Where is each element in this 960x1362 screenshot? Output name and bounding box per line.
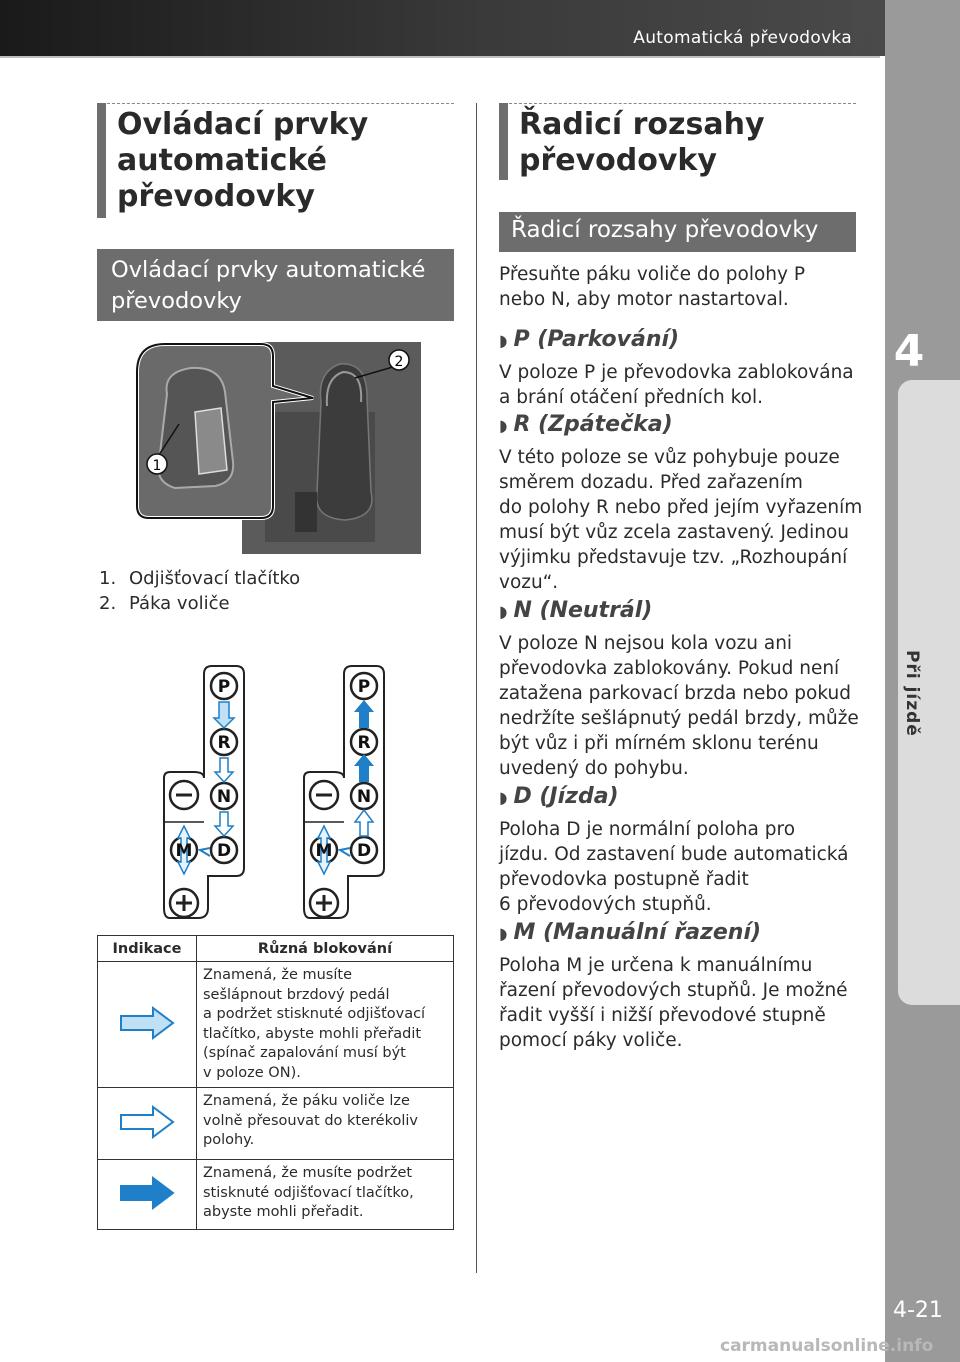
subsection-heading: Řadicí rozsahy převodovky	[499, 212, 856, 252]
shift-pattern-diagram	[160, 662, 392, 924]
table-text-line: Znamená, že musíte	[203, 967, 352, 983]
table-text-line: (spínač zapalování musí být	[203, 1045, 406, 1061]
text-line: vozu“.	[499, 572, 559, 593]
section-rule	[499, 103, 856, 104]
text-line: Přesuňte páku voliče do polohy P	[499, 264, 805, 285]
section-rule	[97, 103, 454, 104]
table-text-line: abyste mohli přeřadit.	[203, 1204, 364, 1220]
text-line: V této poloze se vůz pohybuje pouze	[499, 447, 840, 468]
release-button-closeup	[195, 408, 227, 474]
chapter-number: 4	[893, 326, 925, 377]
callout-item-text: Odjišťovací tlačítko	[129, 568, 301, 589]
gear-heading-p	[499, 327, 679, 352]
subsection-heading	[97, 249, 454, 321]
table-row	[98, 1160, 454, 1230]
table-arrow-cell	[98, 962, 197, 1088]
callout-2-label: 2	[394, 354, 404, 370]
table-text-line: Znamená, že páku voliče lze	[203, 1093, 410, 1109]
gear-label-p: P	[357, 677, 371, 697]
table-text-line: v poloze ON).	[203, 1064, 301, 1081]
gear-heading-m	[499, 920, 761, 945]
text-line: Poloha D je normální poloha pro	[499, 819, 796, 840]
gear-paragraph	[499, 953, 848, 1053]
shift-gate-left	[164, 666, 244, 918]
text-line: řadit vyšší i nižší převodové stupně	[499, 1005, 826, 1026]
text-line: 6 převodových stupňů.	[499, 894, 712, 915]
subsection-heading-line: Ovládací prvky automatické	[111, 257, 426, 283]
text-line: být vůz i při mírném sklonu terénu	[499, 733, 819, 754]
callout-item	[99, 566, 300, 591]
gear-label-d: D	[356, 841, 372, 861]
gear-label-r: R	[217, 733, 231, 753]
shift-gate-right	[304, 666, 384, 918]
page-number: 4-21	[893, 1298, 943, 1323]
table-header-row	[98, 936, 454, 962]
solid-arrow-icon	[119, 1176, 175, 1210]
subsection-heading-line: převodovky	[111, 288, 242, 314]
section-title	[519, 107, 765, 179]
header-title: Automatická převodovka	[633, 28, 852, 48]
gear-lever	[317, 364, 372, 520]
text-line: výjimku představuje tzv. „Rozhoupání	[499, 547, 848, 568]
text-line: Poloha M je určena k manuálnímu	[499, 955, 813, 976]
gear-paragraph	[499, 360, 854, 410]
text-line: V poloze P je převodovka zablokována	[499, 362, 854, 383]
gear-paragraph	[499, 631, 859, 781]
text-line: do polohy R nebo před jejím vyřazením	[499, 497, 863, 518]
callout-item-num: 1.	[99, 568, 117, 589]
gear-paragraph	[499, 817, 849, 917]
outline-arrow-icon	[119, 1105, 175, 1139]
table-header-cell: Různá blokování	[197, 936, 454, 962]
gear-label-p: P	[217, 677, 231, 697]
section-title-line: automatické	[117, 143, 327, 178]
table-row	[98, 962, 454, 1088]
text-line: jízdu. Od zastavení bude automatická	[499, 844, 849, 865]
table-text-line: polohy.	[203, 1132, 255, 1148]
table-text-line: Znamená, že musíte podržet	[203, 1165, 413, 1181]
gear-heading-text: P (Parkování)	[513, 327, 680, 352]
header-underline	[0, 56, 880, 58]
text-line: V poloze N nejsou kola vozu ani	[499, 633, 793, 654]
table-arrow-cell	[98, 1088, 197, 1160]
text-line: pomocí páky voliče.	[499, 1030, 683, 1051]
gear-paragraph	[499, 445, 862, 595]
callout-1-label: 1	[152, 458, 162, 474]
table-header-cell: Indikace	[98, 936, 197, 962]
section-title-line: převodovky	[117, 179, 315, 214]
table-text-line: volně přesouvat do kterékoliv	[203, 1112, 418, 1129]
header-bar-cut	[855, 0, 885, 56]
text-line: převodovka zablokovány. Pokud není	[499, 658, 840, 679]
gear-label-m: M	[315, 841, 333, 861]
mode-switch	[295, 492, 317, 532]
section-bar	[499, 103, 508, 180]
text-line: zatažena parkovací brzda nebo pokud	[499, 683, 851, 704]
bullet-triangle-icon: ◗	[499, 331, 508, 350]
gear-label-d: D	[216, 841, 232, 861]
table-text-cell	[197, 1088, 454, 1160]
intro-paragraph	[499, 262, 805, 312]
gear-heading-text: D (Jízda)	[513, 784, 619, 809]
watermark: carmanualsonline.info	[720, 1336, 934, 1356]
gear-heading-text: M (Manuální řazení)	[513, 920, 762, 945]
bullet-triangle-icon: ◗	[499, 416, 508, 435]
callout-item-num: 2.	[99, 593, 117, 614]
gear-label-n: N	[356, 787, 372, 807]
gear-label-r: R	[357, 733, 371, 753]
gear-lever-figure	[135, 342, 421, 556]
gear-heading-text: R (Zpátečka)	[513, 412, 673, 437]
gear-heading-n	[499, 598, 652, 623]
text-line: směrem dozadu. Před zařazením	[499, 472, 803, 493]
bullet-triangle-icon: ◗	[499, 788, 508, 807]
column-divider	[476, 103, 477, 1273]
text-line: uvedený do pohybu.	[499, 758, 689, 779]
table-text-line: sešlápnout brzdový pedál	[203, 986, 390, 1003]
section-title-line: převodovky	[519, 143, 717, 178]
section-title	[117, 107, 368, 215]
indication-table	[97, 935, 454, 1230]
table-text-cell	[197, 962, 454, 1088]
text-line: musí být vůz zcela zastavený. Jedinou	[499, 522, 850, 543]
callout-item-text: Páka voliče	[129, 593, 230, 614]
text-line: řazení převodových stupňů. Je možné	[499, 980, 848, 1001]
callout-list	[99, 566, 300, 616]
bullet-triangle-icon: ◗	[499, 924, 508, 943]
table-text-line: a podržet stisknuté odjišťovací	[203, 1006, 426, 1022]
section-bar	[97, 103, 106, 218]
gear-heading-r	[499, 412, 673, 437]
light-arrow-icon	[119, 1006, 175, 1040]
gear-label-n: N	[216, 787, 232, 807]
table-row	[98, 1088, 454, 1160]
gear-heading-d	[499, 784, 619, 809]
callout-item	[99, 591, 300, 616]
section-title-line: Řadicí rozsahy	[519, 107, 765, 142]
chapter-label: Při jízdě	[902, 650, 922, 737]
table-text-cell	[197, 1160, 454, 1230]
text-line: a brání otáčení předních kol.	[499, 387, 763, 408]
table-text-line: stisknuté odjišťovací tlačítko,	[203, 1184, 414, 1201]
text-line: převodovka postupně řadit	[499, 869, 749, 890]
text-line: nedržíte sešlápnutý pedál brzdy, může	[499, 708, 859, 729]
bullet-triangle-icon: ◗	[499, 602, 508, 621]
table-text-line: tlačítko, abyste mohli přeřadit	[203, 1025, 422, 1042]
gear-heading-text: N (Neutrál)	[513, 598, 653, 623]
section-title-line: Ovládací prvky	[117, 107, 369, 142]
gear-label-m: M	[175, 841, 193, 861]
text-line: nebo N, aby motor nastartoval.	[499, 289, 789, 310]
table-arrow-cell	[98, 1160, 197, 1230]
